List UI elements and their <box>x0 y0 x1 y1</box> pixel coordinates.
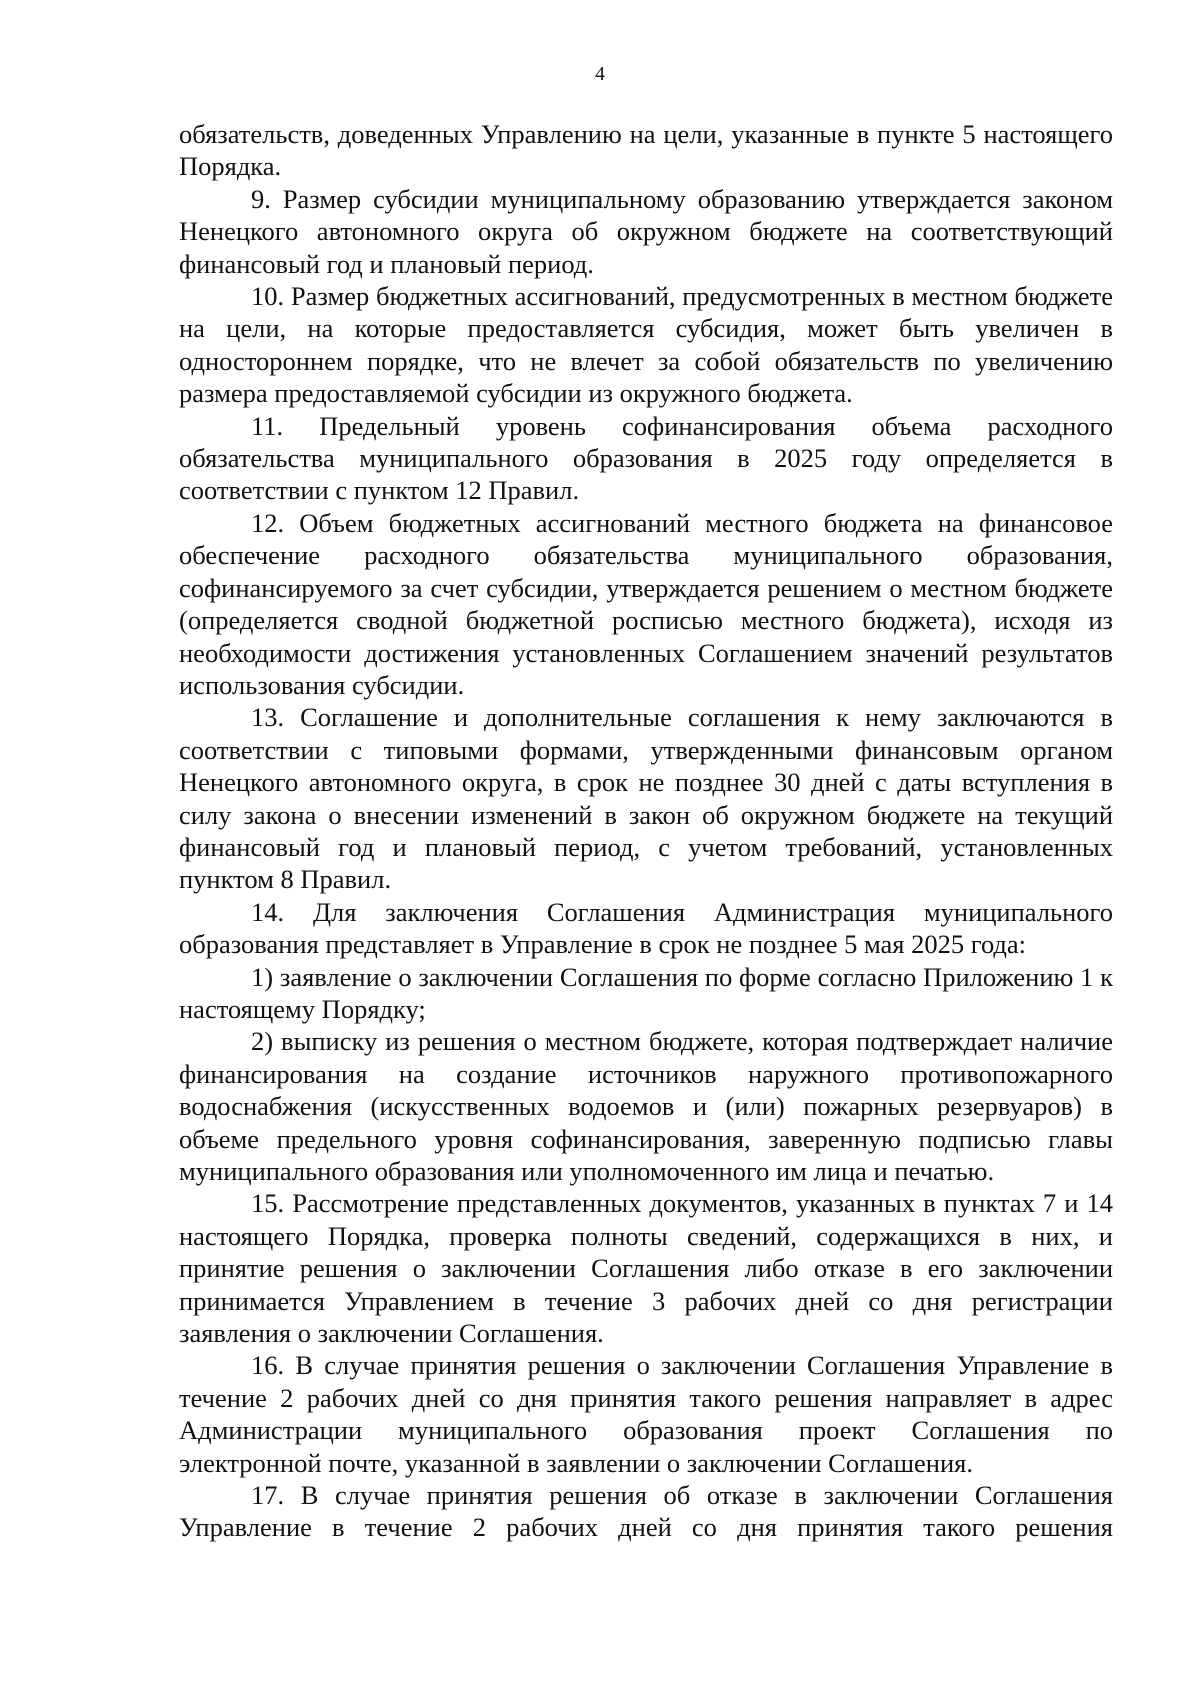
paragraph-item-13: 13. Соглашение и дополнительные соглашения к нему заключаются в соответствии с типовыми формами, утвержденными финансовым органом Ненецкого автономного округа, в срок не позднее 30 дней с даты вступления в силу закона о внесении изменений в закон об окружном бюджете на текущий финансовый год и плановый период, с учетом требований, установленных пунктом 8 Правил. <box>179 702 1113 895</box>
paragraph-item-9: 9. Размер субсидии муниципальному образованию утверждается законом Ненецкого автономного округа об окружном бюджете на соответствующий финансовый год и плановый период. <box>179 183 1113 279</box>
subitem-14-1: 1) заявление о заключении Соглашения по форме согласно Приложению 1 к настоящему Порядку; <box>179 961 1113 1024</box>
paragraph-item-14: 14. Для заключения Соглашения Администрация муниципального образования представляет в Управление в срок не позднее 5 мая 2025 года: <box>179 896 1113 960</box>
paragraph-item-12: 12. Объем бюджетных ассигнований местного бюджета на финансовое обеспечение расходного обязательства муниципального образования, софинансируемого за счет субсидии, утверждается решением о местном бюджете (определяется сводной бюджетной росписью местного бюджета), исходя из необходимости достижения установленных Соглашением значений результатов использования субсидии. <box>179 507 1113 700</box>
paragraph-continuation: обязательств, доведенных Управлению на цели, указанные в пункте 5 настоящего Порядка. <box>179 119 1113 182</box>
subitem-14-2: 2) выписку из решения о местном бюджете, которая подтверждает наличие финансирования на создание источников наружного противопожарного водоснабжения (искусственных водоемов и (или) пожарных резервуаров) в объеме предельного уровня софинансирования, заверенную подписью главы муниципального образования или уполномоченного им лица и печатью. <box>179 1026 1113 1186</box>
page-number: 4 <box>595 63 605 85</box>
paragraph-item-15: 15. Рассмотрение представленных документов, указанных в пунктах 7 и 14 настоящего Порядка, проверка полноты сведений, содержащихся в них, и принятие решения о заключении Соглашения либо отказе в его заключении принимается Управлением в течение 3 рабочих дней со дня регистрации заявления о заключении Соглашения. <box>179 1188 1113 1349</box>
document-body <box>179 118 1113 1544</box>
paragraph-item-10: 10. Размер бюджетных ассигнований, предусмотренных в местном бюджете на цели, на которые предоставляется субсидия, может быть увеличен в одностороннем порядке, что не влечет за собой обязательств по увеличению размера предоставляемой субсидии из окружного бюджета. <box>179 281 1113 409</box>
paragraph-item-17: 17. В случае принятия решения об отказе в заключении Соглашения Управление в течение 2 рабочих дней со дня принятия такого решения <box>179 1480 1113 1543</box>
paragraph-item-11: 11. Предельный уровень софинансирования объема расходного обязательства муниципального образования в 2025 году определяется в соответствии с пунктом 12 Правил. <box>179 410 1113 506</box>
paragraph-item-16: 16. В случае принятия решения о заключении Соглашения Управление в течение 2 рабочих дней со дня принятия такого решения направляет в адрес Администрации муниципального образования проект Соглашения по электронной почте, указанной в заявлении о заключении Соглашения. <box>179 1350 1113 1478</box>
